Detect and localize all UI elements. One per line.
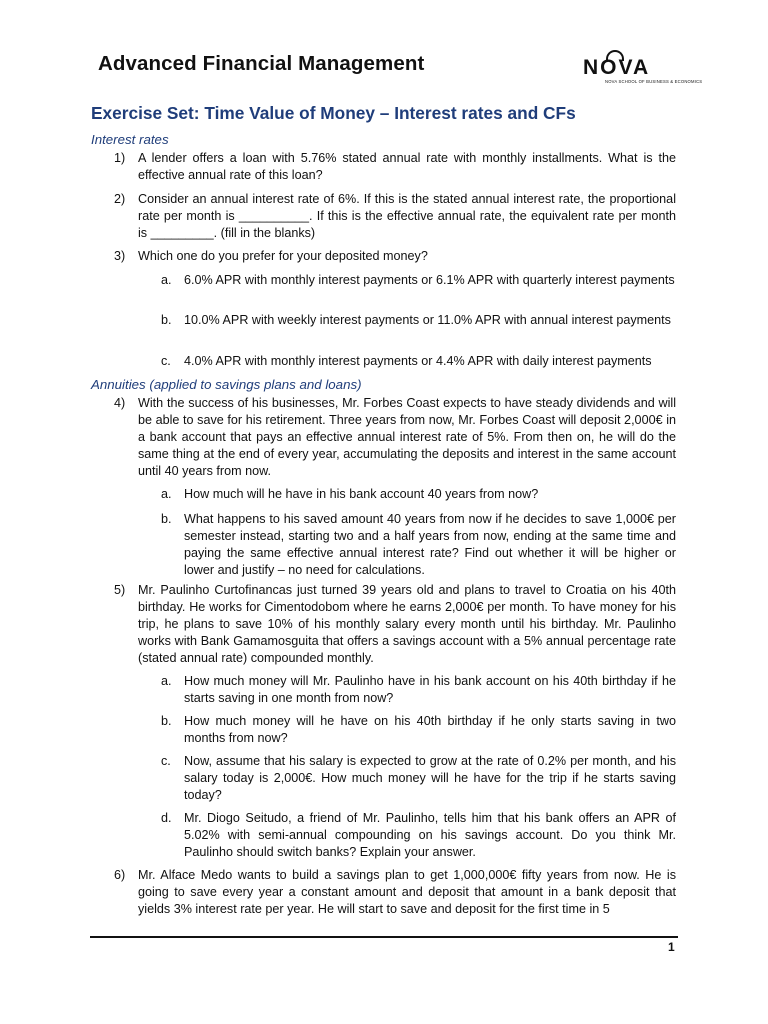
- question-number: 3): [114, 249, 126, 263]
- subquestion-text: Mr. Diogo Seitudo, a friend of Mr. Paulinho, tells him that his bank offers an APR of 5.02% with semi-annual compounding on his savings account. Do you think Mr. Paulinho should switch banks? Explain your answer.: [184, 811, 676, 859]
- question-number: 4): [114, 396, 126, 410]
- subquestion-letter: b.: [161, 714, 172, 728]
- section-heading-annuities: Annuities (applied to savings plans and loans): [91, 377, 362, 392]
- subquestion-letter: d.: [161, 811, 172, 825]
- section-heading-interest-rates: Interest rates: [91, 132, 169, 147]
- subquestion-letter: c.: [161, 354, 171, 368]
- question-number: 5): [114, 583, 126, 597]
- subquestion-text: What happens to his saved amount 40 years from now if he decides to save 1,000€ per semester instead, starting two and a half years from now, ending at the same time and paying the same effective annual interest rate? Find out whether it will be higher or lower and justify – no need for calculations.: [184, 512, 676, 577]
- subquestion-text: 10.0% APR with weekly interest payments or 11.0% APR with annual interest payments: [184, 313, 671, 327]
- subquestion-letter: a.: [161, 487, 172, 501]
- subquestion-text: Now, assume that his salary is expected to grow at the rate of 0.2% per month, and his salary today is 2,000€. How much money will he have for the trip if he starts saving today?: [184, 754, 676, 802]
- question-text: With the success of his businesses, Mr. Forbes Coast expects to have steady dividends and will be able to save for his retirement. Three years from now, Mr. Forbes Coast will deposit 2,000€ in a bank account that pays an effective annual interest rate of 5%. From then on, he will do the same thing at the end of every year, accumulating the deposits and interest in the same account until 40 years from now.: [138, 396, 676, 478]
- question-text: A lender offers a loan with 5.76% stated annual rate with monthly installments. What is the effective annual rate of this loan?: [138, 151, 676, 182]
- subquestion-letter: c.: [161, 754, 171, 768]
- logo-subtext: NOVA SCHOOL OF BUSINESS & ECONOMICS: [605, 79, 703, 84]
- question-text: Mr. Paulinho Curtofinancas just turned 39 years old and plans to travel to Croatia on his 40th birthday. He works for Cimentodobom where he earns 2,000€ per month. To have money for his trip, he plans to save 10% of his monthly salary every month until his birthday. Mr. Paulinho works with Bank Gamamosguita that offers a savings account with a 5% annual percentage rate (stated annual rate) compounded monthly.: [138, 583, 676, 665]
- question-number: 2): [114, 192, 126, 206]
- subquestion-text: How much money will he have on his 40th birthday if he only starts saving in two months from now?: [184, 714, 676, 745]
- question-number: 6): [114, 868, 126, 882]
- course-title: Advanced Financial Management: [98, 52, 425, 75]
- subquestion-letter: b.: [161, 512, 172, 526]
- footer-divider: [90, 936, 678, 938]
- page-number: 1: [668, 940, 675, 954]
- subquestion-letter: a.: [161, 273, 172, 287]
- subquestion-text: 4.0% APR with monthly interest payments or 4.4% APR with daily interest payments: [184, 354, 652, 368]
- question-text: Mr. Alface Medo wants to build a savings plan to get 1,000,000€ fifty years from now. He is going to save every year a constant amount and deposit that amount in a bank deposit that yields 3% interest rate per year. He will start to save and deposit for the first time in 5: [138, 868, 676, 916]
- question-text: Which one do you prefer for your deposited money?: [138, 249, 428, 263]
- subquestion-text: How much will he have in his bank account 40 years from now?: [184, 487, 539, 501]
- logo-wordmark: NOVA: [583, 56, 651, 79]
- subquestion-letter: a.: [161, 674, 172, 688]
- subquestion-text: 6.0% APR with monthly interest payments or 6.1% APR with quarterly interest payments: [184, 273, 675, 287]
- subquestion-letter: b.: [161, 313, 172, 327]
- question-text: Consider an annual interest rate of 6%. If this is the stated annual interest rate, the proportional rate per month is __________. If this is the effective annual rate, the equivalent rate per month is _________. (fill in the blanks): [138, 192, 676, 240]
- subquestion-text: How much money will Mr. Paulinho have in his bank account on his 40th birthday if he starts saving in one month from now?: [184, 674, 676, 705]
- nova-logo: [583, 50, 703, 94]
- question-number: 1): [114, 151, 126, 165]
- exercise-title: Exercise Set: Time Value of Money – Interest rates and CFs: [91, 103, 576, 123]
